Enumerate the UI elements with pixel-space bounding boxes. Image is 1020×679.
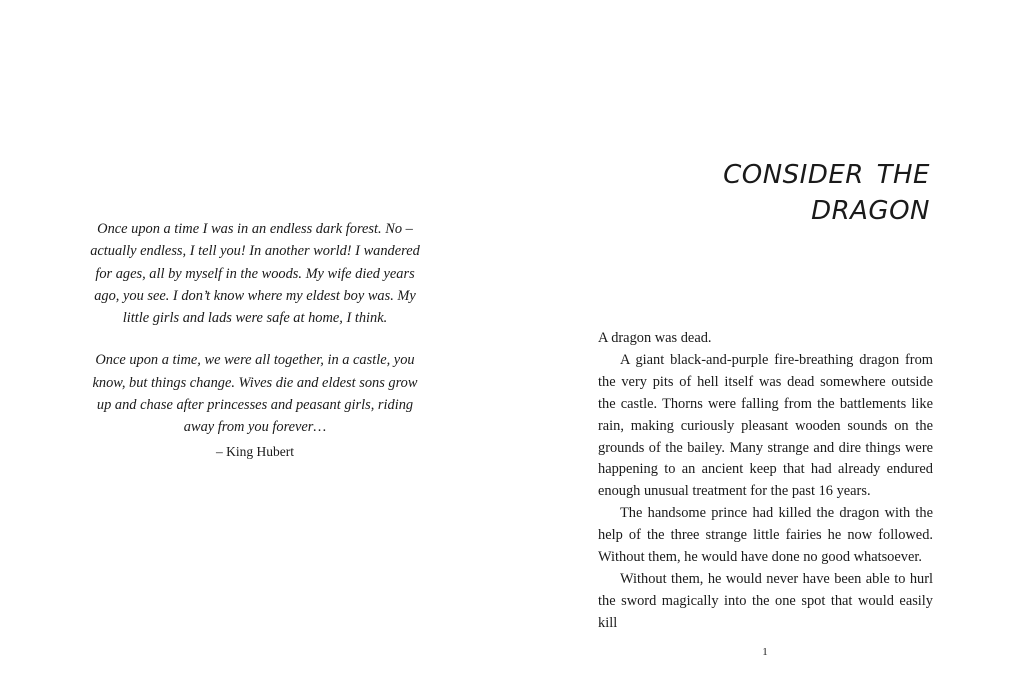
epigraph-stanza-2: Once upon a time, we were all together, in a castle, you know, but things change. Wives die and eldest sons grow up and chase after princesses and peasant girls, riding away from you forever… — [92, 352, 418, 436]
paragraph: Without them, he would never have been able to hurl the sword magically into the one spot that would easily kill — [598, 570, 933, 631]
epigraph-attribution: – King Hubert — [216, 443, 294, 459]
paragraph: The handsome prince had killed the dragon with the help of the three strange little fairies he now followed. Without them, he would have done no good whatsoever. — [598, 505, 933, 566]
epigraph — [90, 218, 420, 463]
right-page — [510, 0, 1020, 679]
epigraph-stanza-1: Once upon a time I was in an endless dark forest. No – actually endless, I tell you! In another world! I wandered for ages, all by myself in the woods. My wife died years ago, you see. I don’t know where my eldest boy was. My little girls and lads were safe at home, I think. — [90, 221, 420, 327]
page-number: 1 — [762, 646, 768, 658]
chapter-title: CONSIDER THE DRAGON — [723, 160, 930, 227]
paragraph: A dragon was dead. — [598, 330, 712, 346]
paragraph: A giant black-and-purple fire-breathing dragon from the very pits of hell itself was dead somewhere outside the castle. Thorns were falling from the battlements like rain, making curiously pleasant wooden sounds on the grounds of the bailey. Many strange and dire things were happening to an ancient keep that had already endured enough unusual treatment for the past 16 years. — [598, 351, 933, 500]
chapter-body — [598, 328, 933, 635]
